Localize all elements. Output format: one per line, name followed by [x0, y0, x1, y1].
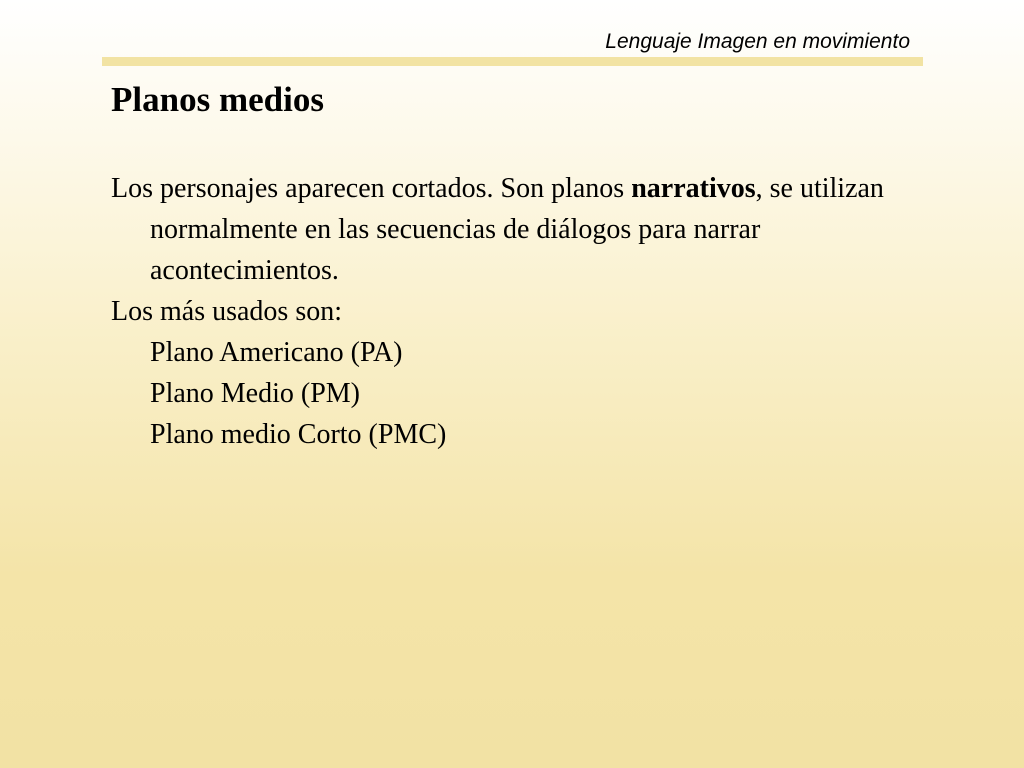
intro-text-start: Los personajes aparecen cortados. Son planos	[111, 173, 632, 204]
list-item-plano-medio: Plano Medio (PM)	[150, 378, 360, 409]
emphasis-narrativos: narrativos	[631, 173, 756, 204]
list-intro: Los más usados son:	[111, 296, 342, 327]
header-title: Lenguaje Imagen en movimiento	[605, 30, 910, 53]
slide-title: Planos medios	[111, 80, 324, 119]
list-item-plano-americano: Plano Americano (PA)	[150, 337, 403, 368]
list-item-plano-medio-corto: Plano medio Corto (PMC)	[150, 419, 447, 450]
slide-body	[111, 168, 931, 455]
intro-text-end: , se utilizan normalmente en las secuencias de diálogos para narrar acontecimientos.	[150, 173, 884, 286]
intro-paragraph	[111, 168, 931, 291]
header-rule	[102, 57, 923, 66]
